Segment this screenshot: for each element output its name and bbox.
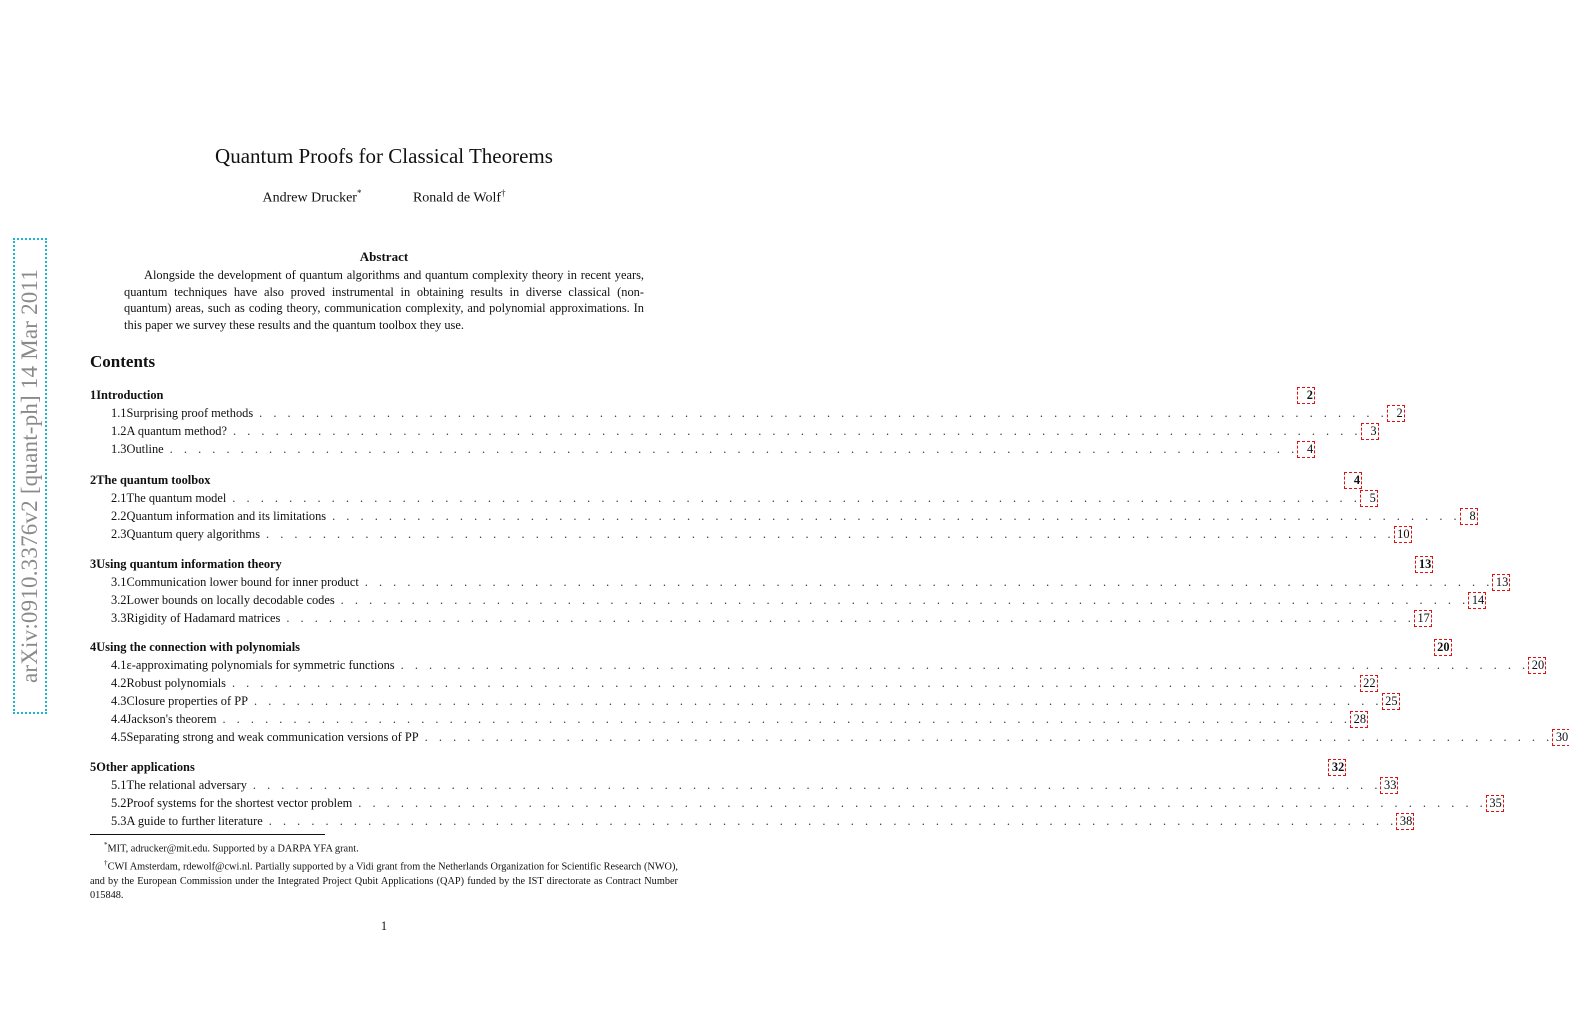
toc-subsection-link[interactable] (90, 658, 1545, 675)
toc-number: 5 (90, 760, 97, 774)
toc-number: 4.4 (111, 711, 127, 726)
toc-subsection-link[interactable] (90, 593, 1485, 610)
toc-number: 1 (90, 388, 97, 402)
toc-subsection-link[interactable] (90, 778, 1397, 795)
toc-page-link[interactable]: 8 (1461, 509, 1477, 524)
toc-leader-dots: . . . . . . . . . . . . . . . . . . . . . . . . . . . . . . . . . . . . . . . . . . . . . . . . . . . . . . . . . . . . . . . . . . . . . . . . . . . . . . . . (340, 593, 1470, 608)
toc-title: Robust polynomials (126, 676, 226, 691)
author-list (0, 188, 768, 207)
toc-subsection-link[interactable] (90, 509, 1476, 526)
toc-subsection-link[interactable] (90, 796, 1502, 813)
toc-title: Surprising proof methods (126, 406, 254, 421)
toc-title: A guide to further literature (126, 813, 263, 828)
toc-leader-dots: . . . . . . . . . . . . . . . . . . . . . . . . . . . . . . . . . . . . . . . . . . . . . . . . . . . . . . . . . . . . . . . . . . . . . . . . . . . . . . . . (364, 575, 1494, 590)
toc-number: 5.2 (111, 796, 127, 811)
paper-title: Quantum Proofs for Classical Theorems (215, 144, 553, 168)
toc-subsection-link[interactable] (90, 526, 1410, 544)
arxiv-stamp: arXiv:0910.3376v2 [quant-ph] 14 Mar 2011 (17, 268, 42, 684)
toc-section-link[interactable] (90, 388, 1313, 405)
toc-leader-dots: . . . . . . . . . . . . . . . . . . . . . . . . . . . . . . . . . . . . . . . . . . . . . . . . . . . . . . . . . . . . . . . . . . . . . . . . . . . . . . . . (222, 711, 1352, 726)
toc-page-link[interactable]: 33 (1381, 778, 1397, 793)
toc-leader-dots: . . . . . . . . . . . . . . . . . . . . . . . . . . . . . . . . . . . . . . . . . . . . . . . . . . . . . . . . . . . . . . . . . . . . . . . . . . . . . . . . (286, 610, 1415, 625)
footnote-divider (90, 834, 325, 835)
toc-title: ε-approximating polynomials for symmetric functions (126, 658, 395, 673)
contents-heading: Contents (90, 352, 156, 371)
toc-title: Jackson's theorem (126, 711, 217, 726)
toc-title: Rigidity of Hadamard matrices (126, 610, 281, 625)
toc-leader-dots: . . . . . . . . . . . . . . . . . . . . . . . . . . . . . . . . . . . . . . . . . . . . . . . . . . . . . . . . . . . . . . . . . . . . . . . . . . . . . . . . (169, 441, 1299, 456)
toc-title: The quantum toolbox (96, 473, 211, 487)
toc-leader-dots: . . . . . . . . . . . . . . . . . . . . . . . . . . . . . . . . . . . . . . . . . . . . . . . . . . . . . . . . . . . . . . . . . . . . . . . . . . . . . . . . (358, 796, 1487, 811)
footnote-mark[interactable]: † (501, 188, 506, 198)
toc-leader-dots: . . . . . . . . . . . . . . . . . . . . . . . . . . . . . . . . . . . . . . . . . . . . . . . . . . . . . . . . . . . . . . . . . . . . . . . . . . . . . . . . (400, 658, 1530, 673)
toc-title: Separating strong and weak communication versions of PP (126, 729, 419, 744)
toc-number: 3 (90, 557, 97, 571)
toc-section-link[interactable] (90, 557, 1432, 574)
toc-page-link[interactable]: 30 (1553, 730, 1569, 745)
toc-number: 3.2 (111, 593, 127, 608)
toc-leader-dots: . . . . . . . . . . . . . . . . . . . . . . . . . . . . . . . . . . . . . . . . . . . . . . . . . . . . . . . . . . . . . . . . . . . . . . . . . . . . . . . . (252, 778, 1382, 793)
page-number: 1 (380, 919, 388, 933)
toc-subsection-link[interactable] (90, 711, 1367, 729)
toc-title: Other applications (96, 760, 195, 774)
abstract-text: Alongside the development of quantum algorithms and quantum complexity theory in recent years, quantum techniques have also proved instrumental in obtaining results in diverse classical (non-quantum) areas, such as coding theory, communication complexity, and polynomial approximations. In this paper we survey these results and the quantum toolbox they use. (124, 268, 644, 332)
toc-leader-dots (217, 473, 1346, 488)
toc-title: A quantum method? (126, 424, 227, 439)
toc-subsection-link[interactable] (90, 610, 1430, 628)
toc-leader-dots (288, 557, 1417, 572)
toc-subsection-link[interactable] (90, 441, 1314, 459)
toc-page-link[interactable]: 25 (1383, 694, 1399, 709)
toc-section-link[interactable] (90, 640, 1450, 657)
toc-title: Outline (126, 441, 164, 456)
author: Andrew Drucker* (262, 188, 362, 206)
toc-number: 3.1 (111, 575, 127, 590)
toc-title: Communication lower bound for inner product (126, 575, 359, 590)
toc-page-link[interactable]: 17 (1415, 611, 1431, 626)
toc-number: 5.1 (111, 778, 127, 793)
toc-page-link[interactable]: 20 (1435, 640, 1451, 655)
toc-page-link[interactable]: 5 (1361, 491, 1377, 506)
toc-title: Quantum information and its limitations (126, 509, 327, 524)
toc-page-link[interactable]: 2 (1298, 388, 1314, 403)
toc-subsection-link[interactable] (90, 676, 1376, 693)
toc-title: Using the connection with polynomials (96, 640, 300, 654)
toc-leader-dots (306, 640, 1435, 655)
toc-title: Lower bounds on locally decodable codes (126, 593, 335, 608)
toc-number: 2.2 (111, 509, 127, 524)
toc-subsection-link[interactable] (90, 406, 1403, 423)
toc-number: 4.3 (111, 693, 127, 708)
abstract-heading: Abstract (359, 249, 409, 264)
toc-subsection-link[interactable] (90, 491, 1376, 508)
toc-number: 2.1 (111, 491, 127, 506)
toc-page-link[interactable]: 20 (1529, 658, 1545, 673)
toc-title: The quantum model (126, 491, 227, 506)
toc-page-link[interactable]: 4 (1298, 442, 1314, 457)
toc-page-link[interactable]: 38 (1397, 814, 1413, 829)
toc-number: 4.5 (111, 729, 127, 744)
toc-section-link[interactable] (90, 473, 1361, 490)
toc-title: Closure properties of PP (126, 693, 248, 708)
footnote: †CWI Amsterdam, rdewolf@cwi.nl. Partially supported by a Vidi grant from the Netherlands Organization for Scientific Research (NWO), and by the European Commission under the Integrated Project Qubit Applications (QAP) funded by the IST directorate as Contract Number 015848. (90, 859, 678, 901)
toc-subsection-link[interactable] (90, 729, 1569, 747)
toc-page-link[interactable]: 22 (1361, 676, 1377, 691)
toc-leader-dots: . . . . . . . . . . . . . . . . . . . . . . . . . . . . . . . . . . . . . . . . . . . . . . . . . . . . . . . . . . . . . . . . . . . . . . . . . . . . . . . . (268, 813, 1398, 828)
toc-page-link[interactable]: 13 (1493, 575, 1509, 590)
toc-page-link[interactable]: 10 (1395, 527, 1411, 542)
toc-page-link[interactable]: 14 (1469, 593, 1485, 608)
toc-page-link[interactable]: 3 (1362, 424, 1378, 439)
toc-number: 2 (90, 473, 97, 487)
toc-leader-dots (201, 760, 1330, 775)
toc-page-link[interactable]: 13 (1416, 557, 1432, 572)
toc-leader-dots: . . . . . . . . . . . . . . . . . . . . . . . . . . . . . . . . . . . . . . . . . . . . . . . . . . . . . . . . . . . . . . . . . . . . . . . . . . . . . . . . (424, 729, 1554, 744)
toc-leader-dots: . . . . . . . . . . . . . . . . . . . . . . . . . . . . . . . . . . . . . . . . . . . . . . . . . . . . . . . . . . . . . . . . . . . . . . . . . . . . . . . . (259, 406, 1388, 421)
toc-number: 5.3 (111, 813, 127, 828)
footnote: *MIT, adrucker@mit.edu. Supported by a DARPA YFA grant. (104, 841, 359, 855)
toc-number: 3.3 (111, 610, 127, 625)
toc-page-link[interactable]: 2 (1388, 406, 1404, 421)
toc-title: Introduction (96, 388, 164, 402)
toc-number: 1.3 (111, 441, 127, 456)
toc-subsection-link[interactable] (90, 424, 1377, 441)
footnote-mark[interactable]: * (356, 188, 362, 198)
toc-leader-dots: . . . . . . . . . . . . . . . . . . . . . . . . . . . . . . . . . . . . . . . . . . . . . . . . . . . . . . . . . . . . . . . . . . . . . . . . . . . . . . . . (254, 693, 1383, 708)
toc-page-link[interactable]: 35 (1487, 796, 1503, 811)
toc-number: 2.3 (111, 526, 127, 541)
toc-leader-dots: . . . . . . . . . . . . . . . . . . . . . . . . . . . . . . . . . . . . . . . . . . . . . . . . . . . . . . . . . . . . . . . . . . . . . . . . . . . . . . . . (332, 509, 1461, 524)
toc-subsection-link[interactable] (90, 693, 1398, 711)
toc-section-link[interactable] (90, 760, 1345, 777)
toc-number: 1.1 (111, 406, 127, 421)
toc-leader-dots: . . . . . . . . . . . . . . . . . . . . . . . . . . . . . . . . . . . . . . . . . . . . . . . . . . . . . . . . . . . . . . . . . . . . . . . . . . . . . . . . (232, 491, 1361, 506)
toc-leader-dots: . . . . . . . . . . . . . . . . . . . . . . . . . . . . . . . . . . . . . . . . . . . . . . . . . . . . . . . . . . . . . . . . . . . . . . . . . . . . . . . . (266, 526, 1395, 541)
toc-number: 4.1 (111, 658, 127, 673)
toc-page-link[interactable]: 32 (1329, 760, 1345, 775)
footnotes (90, 838, 678, 903)
toc-leader-dots (169, 388, 1298, 403)
toc-title: The relational adversary (126, 778, 247, 793)
toc-number: 4.2 (111, 676, 127, 691)
toc-title: Quantum query algorithms (126, 526, 261, 541)
toc-title: Proof systems for the shortest vector problem (126, 796, 353, 811)
toc-subsection-link[interactable] (90, 813, 1413, 831)
toc-leader-dots: . . . . . . . . . . . . . . . . . . . . . . . . . . . . . . . . . . . . . . . . . . . . . . . . . . . . . . . . . . . . . . . . . . . . . . . . . . . . . . . . (231, 676, 1361, 691)
toc-number: 1.2 (111, 424, 127, 439)
toc-subsection-link[interactable] (90, 575, 1509, 592)
toc-number: 4 (90, 640, 97, 654)
toc-title: Using quantum information theory (96, 557, 282, 571)
toc-leader-dots: . . . . . . . . . . . . . . . . . . . . . . . . . . . . . . . . . . . . . . . . . . . . . . . . . . . . . . . . . . . . . . . . . . . . . . . . . . . . . . . . (233, 424, 1362, 439)
author: Ronald de Wolf† (412, 188, 506, 206)
toc-page-link[interactable]: 4 (1345, 473, 1361, 488)
toc-page-link[interactable]: 28 (1351, 712, 1367, 727)
